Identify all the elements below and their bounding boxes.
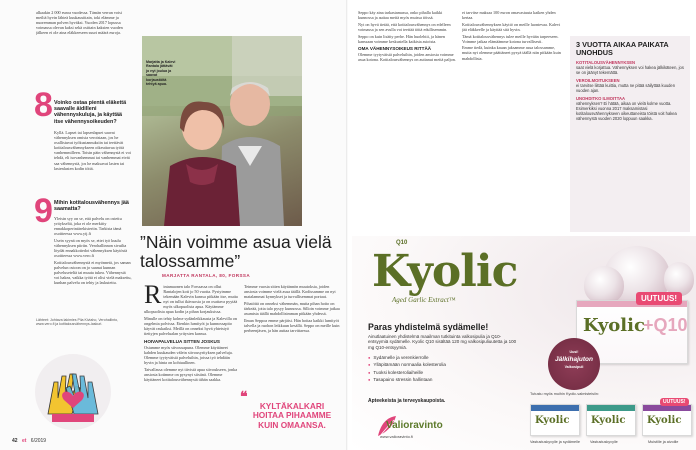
article-body-col1 <box>144 284 238 439</box>
body-p1: intamaonen talo Forssassa on ollut Rantalojen koti jo 50 vuotta. Pystyimme tekemään Kalevin kanssa pitkään itse, mutta nyt on tullut ikävuosia ja on osattava pyytää myös ulkopuolista apua. Käytämme ulkopuolista apua kodin ja pihan korjauksissa. <box>144 284 238 315</box>
ad-benefit-item: ● Tasapaino stressin hallintaan <box>368 376 520 383</box>
question-8 <box>54 100 132 125</box>
ad-body: Ainutlaatuinen yhdistelmä maailman tutkituinta valkosipulia ja Q10-entsyymiä sydämelle. Kyolic Q10 sisältää 120 mg valkosipuliuutetta ja 100 mg Q10-entsyymiä. <box>368 334 517 350</box>
answer-9-text: Yleisin syy on se, että palvelu on ostettu yritykseltä, joka ei ole merkitty ennakkoperintärekisteriin. Tarkista tämä osoitteessa www.ytj.fi <box>54 216 122 237</box>
odorless-seal <box>548 338 600 390</box>
section-heading-hoiva: HOIVAPALVELUA SITTEN JOSKUS <box>144 338 220 344</box>
right-col1-p1: Seppo käy aina tarkastamassa, onko pihalla kaikki kunnossa ja auttaa meitä myös muissa töissä. <box>358 10 443 21</box>
sidebar-text-2: ei tarvitse liittää kuittia, mutta ne pitää säilyttää kuuden vuoden ajan. <box>576 83 675 94</box>
product-label-3: Muistille ja aivoille <box>648 440 679 444</box>
valioravinto-brand: Valioravinto <box>386 420 443 431</box>
ad-benefit-item: ● Sydämelle ja verenkierrolle <box>368 354 520 361</box>
product-box-1-brand: Kyolic <box>535 415 570 426</box>
right-col1-p3: Seppo on kuin lisätty perhe. Hän huolehtii, ja hänen kanssaan voimme keskustella kaikista asioista. <box>358 33 445 44</box>
question-8-answer <box>54 130 132 196</box>
sidebar-sub-2: VEROILMOITUKSEEN <box>576 78 620 84</box>
section-heading-vahennys: OMA VÄHENNYSOIKEUS RITTÄÄ <box>358 45 432 51</box>
ad-availability: Apteekeista ja terveyskaupoista. <box>368 398 446 404</box>
body-p3: Osiamme myös siivousapuna. Olemme käyttäneet kahden kuukauden välein siivousyrityksen palveluja. Olemme tyytyväisiä palveluihin, joissa työ tehdään hyvin ja hinta on kohtuullinen. <box>144 344 233 365</box>
garlic-bulb-small <box>584 266 624 304</box>
photo-caption: Marjatta ja Kalevi Rantala jättävät jo nyt joulua ja saavat korjaustöitä tehtyä apua. <box>146 60 176 87</box>
body-col2-p2: Pihatöitä on onneksi vähemmän, mutta pihan hoito on tärkeää, jotta talo pysyy kunnossa. Silloin voimme jatkaa asumista täällä mahdollisimman pitkään yhdessä. <box>244 300 340 317</box>
quote-mark: ❝ <box>240 388 248 404</box>
answer-9-text-3: Kotitalousvähennystä ei myönnetä, jos saman palvelun ostoon on jo saanut kunnan palveluseteliä tai muuta tukea. Vähennystä voi hakea, vaikka työtä ei olisi vielä maksettu, kunhan palvelu on tehty ja laskutettu. <box>54 259 132 286</box>
question-9-number: 9 <box>34 192 53 230</box>
package-brand: Kyolic <box>583 315 645 336</box>
product-box-3 <box>642 404 692 436</box>
question-8-heading: Voinko ostaa pientä eläkettä saavalle äidilleni vähennyskuluja, ja käyttää itse vähennysoikeuden? <box>54 100 127 125</box>
seal-main-text: Jälkihajuton <box>555 356 593 363</box>
body-col2-p1: Teimme vuosia sitten käytännön muutoksia, joiden ansiosta voimme vielä asua täällä. Kodissamme on nyt matalammat kynnykset ja turvallisemmat portaat. <box>244 284 336 300</box>
hands-heart-illustration <box>28 352 118 432</box>
kyolic-logo: Kyolic <box>372 246 518 297</box>
right-col2-p2: Kotitalousvähennyksen käyttö on meille luontevaa. Kalevi jää eläkkeelle ja käyttää sitä hyvin. <box>462 21 561 32</box>
seal-top-text: Uusi! <box>569 350 579 354</box>
answer-9-text-2: Usein syynä on myös se, ettei työ kuulu vähennyksen piiriin. Verohallinnon sivuilta löydät ennakkotiedot vähennyksen käytöstä osoitteessa www.vero.fi <box>54 237 128 259</box>
pull-quote: KYLTÄKALKARI HOITAA PIHAAMME KUIN OMAANSA. <box>252 401 332 430</box>
ad-benefit-list <box>368 354 520 384</box>
product-label-2: Vastustuskyvylle <box>590 440 618 444</box>
product-box-3-brand: Kyolic <box>647 415 682 426</box>
other-products-note: Tutustu myös muihin Kyolic-valmisteisiin: <box>530 392 599 396</box>
right-col2-p3: Tämä kotitalousvähennys tulee meille hyvään tarpeeseen. Voimme jatkaa elämäämme kotona turvallisesti. <box>462 33 559 44</box>
article-byline: MARJATTA RANTALA, 80, FORSSA <box>162 273 251 278</box>
product-label-1: Vastustuskyvylle ja sydämelle <box>530 440 580 444</box>
kyolic-tagline: Aged Garlic Extract™ <box>392 296 456 304</box>
right-column-1 <box>358 10 456 232</box>
article-body-col2 <box>244 284 340 386</box>
sidebar-text-3: vähennyksen? Ei hätää, aikaa on vielä kolme vuotta. Esimerkiksi vuonna 2017 maksamistasi kotitalousvähennykseen oikeuttaneista töistä voit hakea vähennystä vuoden 2020 loppuun saakka. <box>576 101 677 122</box>
product-box-2-brand: Kyolic <box>591 415 626 426</box>
info-sidebar <box>570 36 690 232</box>
drop-cap: R <box>144 284 162 309</box>
ad-benefit-item: ● Tuoksi kolesteroliaiheille <box>368 369 520 376</box>
product-box-2 <box>586 404 636 436</box>
right-col1-p4: Olemme tyytyväisiä palveluihin, joiden ansiosta voimme asua kotona. Kotitalousvähennys on auttanut meitä paljon. <box>358 51 456 62</box>
ad-benefit-item: ● Ylläpitämään normaalia kolesterolia <box>368 361 520 368</box>
sidebar-sub-1: KOTITALOUSVÄHENNYKSEN <box>576 60 636 66</box>
page-number: 42 <box>12 438 18 444</box>
issue-number: 6/2019 <box>30 438 47 444</box>
question-9 <box>54 200 132 212</box>
magazine-name: et <box>21 438 27 444</box>
garlic-bulb-right <box>664 262 694 296</box>
uutuus-badge-bottom: UUTUUS! <box>660 398 689 406</box>
article-headline: ”Näin voimme asua vielä talossamme” <box>140 232 332 271</box>
body-p4: Taivallassa olemme nyt tiivistä apua siivoukseen, jonka ansiosta kotimme on pysynyt siistinä. Olemme käyttäneet kotitalousvähennystä tähän saakka. <box>144 366 238 382</box>
sidebar-sub-3: UNOHDITKO ILMOITTAA <box>576 96 626 102</box>
right-col2-p1: ei tarvitse maksaa 100 euron omavastuuta kaiken yhden kertaa. <box>462 10 556 21</box>
uutuus-badge-top: UUTUUS! <box>636 292 682 305</box>
question-8-number: 8 <box>34 86 53 124</box>
sidebar-text-1: saat vielä korjattua. Vähennyksen voi hakea jälkikäteen, jos se on jäänyt tekemättä. <box>576 65 684 76</box>
product-box-1 <box>530 404 580 436</box>
page-footer <box>12 438 46 444</box>
right-column-2 <box>462 10 562 232</box>
sources-credit: Lähteet: Johtava lakimies Piia Kiviaho, Verohallinto, www.vero.fi ja kotitalousvähennys-laskuri. <box>36 318 119 327</box>
valioravinto-url: www.valioravinto.fi <box>380 434 413 439</box>
body-p2: Minulle on tehty kolme sydänleikkausta ja Kalevilla on ongelmia polvissa. Etenkin lumityöt ja kunnossapito käyvät raskaiksi. Meillä on onneksi hyvä yhteistyö tiettyjen palvelualan yritysten kanssa. <box>144 316 237 337</box>
question-9-answer <box>54 216 132 310</box>
sidebar-title: 3 VUOTTA AIKAA PAIKATA UNOHDUS <box>576 40 669 58</box>
question-9-heading: Mihin kotitalousvähennys jää saamatta? <box>54 200 129 213</box>
seal-bottom-text: Valkosipuli <box>564 365 584 369</box>
package-q10: +Q10 <box>643 315 688 335</box>
answer-8-text: Kyllä. Lapset tai lapsenlapset saavat vähennyksen omista veroistaan, jos he osallistuvat työkustannuksiin tai teettävät kotitalousvähennykseen oikeuttavaa työtä vanhemmilleen. Toisin päin vähennystä ei voi tehdä, eli isovanhemmat tai vanhemmat eivät saa vähennystä, jos he maksavat lasten tai lastenlasten kodin töitä. <box>54 130 131 171</box>
ad-headline: Paras yhdistelmä sydämelle! <box>368 322 489 332</box>
intro-text: alkaakin 2 000 euroa vuodessa. Tämän verran voisi meiltä hyvin lähteä kuukausittain, toki elämme ja nuoremman polven hyväksi. Vuoden 2017 lopussa voimassa olevan kaksi sekä osittain kaksien vuoden jälkeen ei ole aina eläkkeeseen suuri määrä euroja. <box>36 10 123 36</box>
body-col2-p3: Ilman Seppoa emme pärjäisi. Hän hoitaa kaikki lumityöt talvella ja ruohon leikkuun kesällä. Seppo on meille kuin perheenjäsen, ja hän auttaa tarvittaessa. <box>244 317 340 333</box>
right-col2-p4: Emme tiedä, kuinka kauan jaksamme asua talossamme, mutta nyt olemme päättäneet pysyä täällä niin pitkään kuin mahdollista. <box>462 45 561 61</box>
right-col1-p2: Nyt on hyvä tietää, että kotitalousvähennys on edelleen voimassa ja sen avulla voi teettää töitä edullisemmin. <box>358 21 451 32</box>
ad-q10-tag: Q10 <box>396 240 408 246</box>
